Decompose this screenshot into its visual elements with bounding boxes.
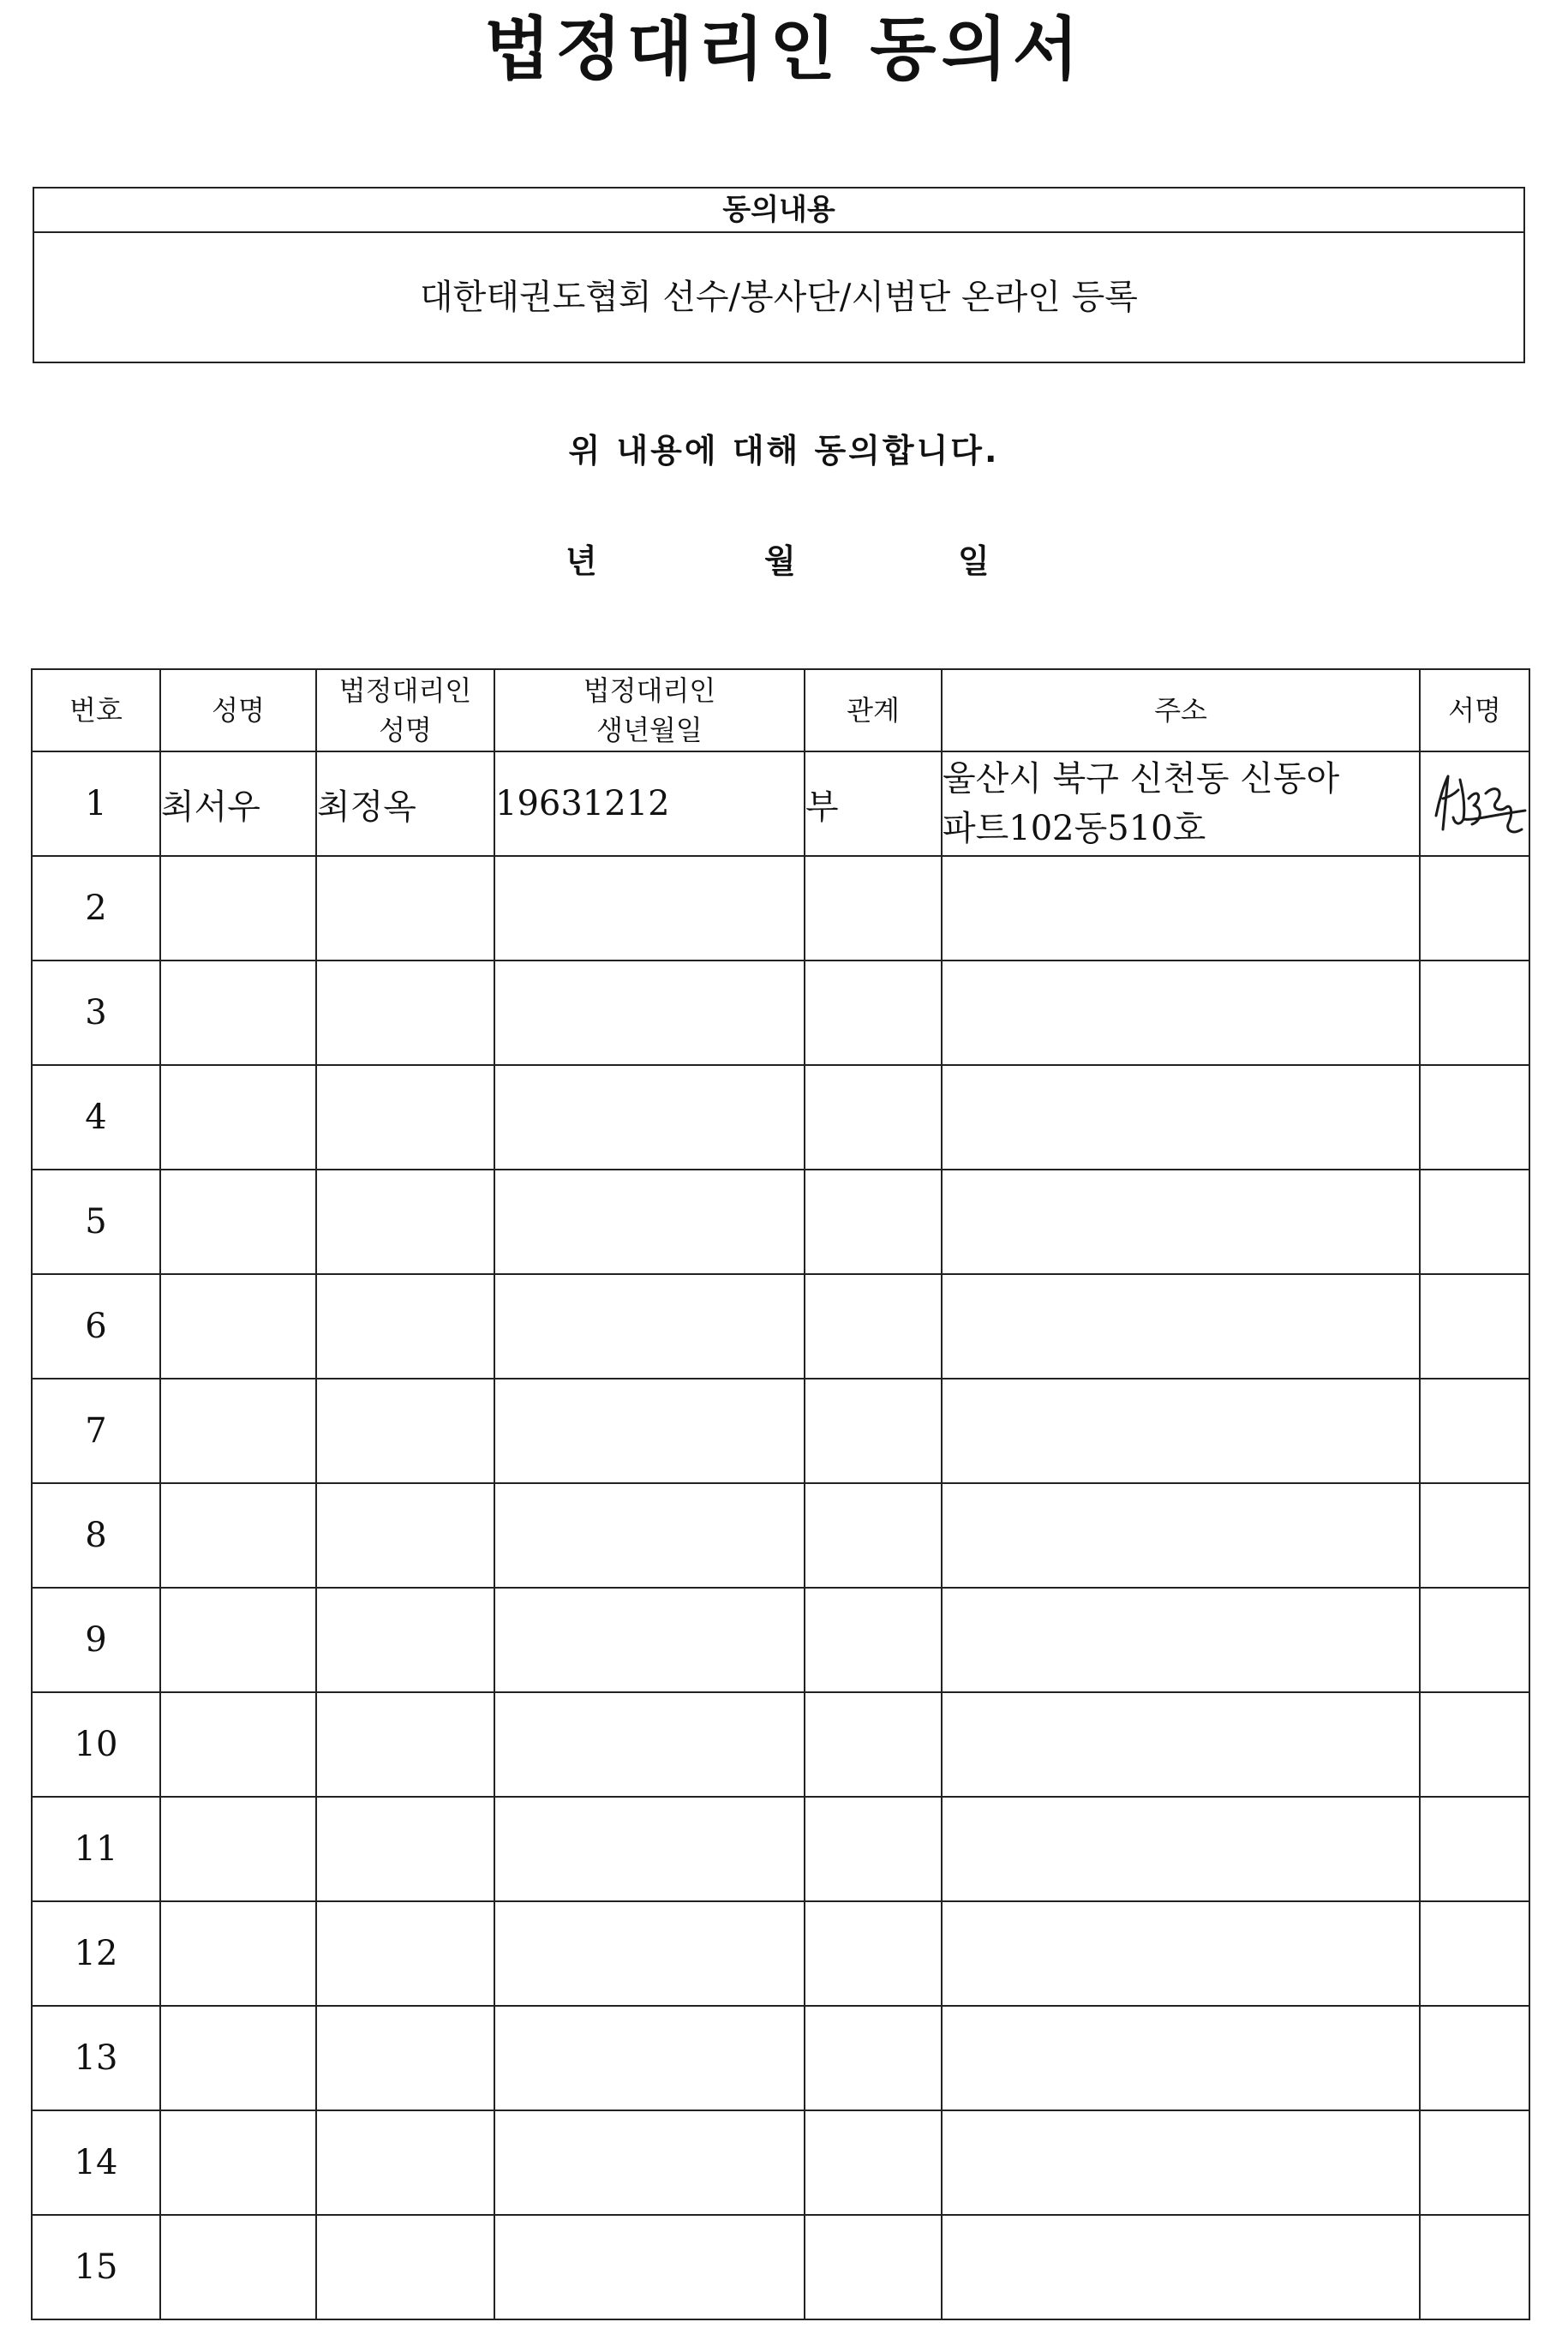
row-name-cell [160, 1483, 316, 1588]
date-month-label: 월 [764, 542, 796, 580]
row-rep-birth-cell [494, 1901, 805, 2006]
table-row [32, 1065, 1529, 1170]
row-signature-cell [1420, 2110, 1529, 2215]
row-no-cell: 2 [32, 856, 160, 961]
table-row [32, 751, 1529, 856]
row-address-cell [942, 1797, 1420, 1901]
row-signature-cell [1420, 1170, 1529, 1274]
row-address-cell [942, 1901, 1420, 2006]
header-relation: 관계 [805, 669, 942, 751]
row-address-cell [942, 856, 1420, 961]
table-row [32, 1274, 1529, 1379]
row-rep-birth-cell [494, 2215, 805, 2319]
row-relation-cell [805, 2006, 942, 2110]
row-name-cell [160, 856, 316, 961]
date-year-label: 년 [566, 542, 597, 580]
row-address-cell [942, 1065, 1420, 1170]
row-name-cell [160, 1797, 316, 1901]
header-rep-birth [494, 669, 805, 751]
row-rep-name-cell [316, 1692, 494, 1797]
row-relation-cell [805, 1065, 942, 1170]
row-relation-cell [805, 1483, 942, 1588]
row-rep-name-cell [316, 2006, 494, 2110]
row-rep-name-cell [316, 2215, 494, 2319]
row-relation-cell: 부 [805, 751, 942, 856]
date-day-label: 일 [958, 542, 990, 580]
row-relation-cell [805, 1692, 942, 1797]
row-relation-cell [805, 856, 942, 961]
row-name-cell [160, 1692, 316, 1797]
table-row [32, 1692, 1529, 1797]
row-relation-cell [805, 1170, 942, 1274]
row-no-cell: 3 [32, 961, 160, 1065]
row-no-cell: 6 [32, 1274, 160, 1379]
consent-header: 동의내용 [34, 189, 1523, 233]
row-name-cell [160, 1379, 316, 1483]
row-no-cell: 4 [32, 1065, 160, 1170]
row-name-cell [160, 961, 316, 1065]
row-signature-cell [1420, 1588, 1529, 1692]
row-rep-birth-cell [494, 1588, 805, 1692]
row-address-cell [942, 2110, 1420, 2215]
row-relation-cell [805, 1901, 942, 2006]
row-name-cell [160, 1065, 316, 1170]
row-name-cell [160, 2215, 316, 2319]
row-relation-cell [805, 1274, 942, 1379]
row-address-cell [942, 1588, 1420, 1692]
row-relation-cell [805, 1379, 942, 1483]
row-signature-cell [1420, 2006, 1529, 2110]
row-no-cell: 9 [32, 1588, 160, 1692]
row-rep-name-cell [316, 2110, 494, 2215]
table-row [32, 1901, 1529, 2006]
row-no-cell: 8 [32, 1483, 160, 1588]
row-signature-cell [1420, 1379, 1529, 1483]
row-rep-birth-cell [494, 856, 805, 961]
consent-body: 대한태권도협회 선수/봉사단/시범단 온라인 등록 [420, 278, 1138, 317]
row-address-cell [942, 1483, 1420, 1588]
row-rep-name-cell [316, 1379, 494, 1483]
header-rep-name-text: 법정대리인 성명 [338, 674, 472, 746]
row-no-cell: 11 [32, 1797, 160, 1901]
row-rep-name-cell [316, 1483, 494, 1588]
table-row [32, 1588, 1529, 1692]
agreement-statement: 위 내용에 대해 동의합니다. [568, 432, 1000, 470]
row-address-cell [942, 2215, 1420, 2319]
table-header-row [32, 669, 1529, 751]
row-rep-name-cell [316, 856, 494, 961]
row-no-cell: 5 [32, 1170, 160, 1274]
row-signature-cell [1420, 1797, 1529, 1901]
header-address: 주소 [942, 669, 1420, 751]
row-rep-birth-cell [494, 1170, 805, 1274]
row-rep-birth-cell [494, 1065, 805, 1170]
document-title: 법정대리인 동의서 [483, 9, 1085, 89]
row-rep-birth-cell [494, 2006, 805, 2110]
header-rep-birth-text: 법정대리인 생년월일 [583, 674, 716, 746]
row-relation-cell [805, 1797, 942, 1901]
row-name-cell [160, 1170, 316, 1274]
header-name: 성명 [160, 669, 316, 751]
table-row [32, 2006, 1529, 2110]
row-rep-birth-cell [494, 2110, 805, 2215]
row-rep-birth-cell [494, 1692, 805, 1797]
table-row [32, 1483, 1529, 1588]
header-no: 번호 [32, 669, 160, 751]
table-row [32, 2215, 1529, 2319]
row-address-cell: 울산시 북구 신천동 신동아 파트102동510호 [942, 751, 1420, 856]
row-relation-cell [805, 1588, 942, 1692]
row-rep-name-cell [316, 1274, 494, 1379]
row-relation-cell [805, 961, 942, 1065]
row-signature-cell [1420, 961, 1529, 1065]
row-address-cell [942, 1692, 1420, 1797]
row-address-cell [942, 961, 1420, 1065]
row-rep-birth-cell [494, 1797, 805, 1901]
row-rep-name-cell [316, 1065, 494, 1170]
row-rep-birth-cell [494, 1274, 805, 1379]
row-name-cell [160, 2110, 316, 2215]
row-rep-name-cell: 최정옥 [316, 751, 494, 856]
row-name-cell: 최서우 [160, 751, 316, 856]
table-row [32, 1170, 1529, 1274]
row-address-cell [942, 2006, 1420, 2110]
row-name-cell [160, 2006, 316, 2110]
row-signature-cell [1420, 1901, 1529, 2006]
row-rep-name-cell [316, 1588, 494, 1692]
row-relation-cell [805, 2215, 942, 2319]
handwritten-signature [1429, 764, 1532, 843]
row-no-cell: 7 [32, 1379, 160, 1483]
row-rep-birth-cell: 19631212 [494, 751, 805, 856]
row-rep-name-cell [316, 1797, 494, 1901]
row-no-cell: 12 [32, 1901, 160, 2006]
header-rep-name [316, 669, 494, 751]
row-signature-cell [1420, 1274, 1529, 1379]
table-row [32, 856, 1529, 961]
row-rep-name-cell [316, 961, 494, 1065]
row-name-cell [160, 1588, 316, 1692]
table-row [32, 1379, 1529, 1483]
row-signature-cell [1420, 751, 1529, 856]
row-rep-birth-cell [494, 1483, 805, 1588]
row-rep-birth-cell [494, 1379, 805, 1483]
row-address-cell [942, 1274, 1420, 1379]
row-name-cell [160, 1901, 316, 2006]
row-signature-cell [1420, 1483, 1529, 1588]
representative-table [31, 668, 1530, 2320]
table-row [32, 1797, 1529, 1901]
row-no-cell: 1 [32, 751, 160, 856]
row-signature-cell [1420, 1065, 1529, 1170]
row-no-cell: 13 [32, 2006, 160, 2110]
row-signature-cell [1420, 856, 1529, 961]
row-no-cell: 14 [32, 2110, 160, 2215]
row-name-cell [160, 1274, 316, 1379]
row-signature-cell [1420, 1692, 1529, 1797]
row-relation-cell [805, 2110, 942, 2215]
row-address-cell [942, 1170, 1420, 1274]
row-no-cell: 15 [32, 2215, 160, 2319]
table-row [32, 961, 1529, 1065]
row-signature-cell [1420, 2215, 1529, 2319]
row-rep-birth-cell [494, 961, 805, 1065]
header-signature: 서명 [1420, 669, 1529, 751]
row-rep-name-cell [316, 1901, 494, 2006]
table-row [32, 2110, 1529, 2215]
row-address-cell [942, 1379, 1420, 1483]
row-no-cell: 10 [32, 1692, 160, 1797]
row-rep-name-cell [316, 1170, 494, 1274]
consent-box [33, 187, 1525, 363]
